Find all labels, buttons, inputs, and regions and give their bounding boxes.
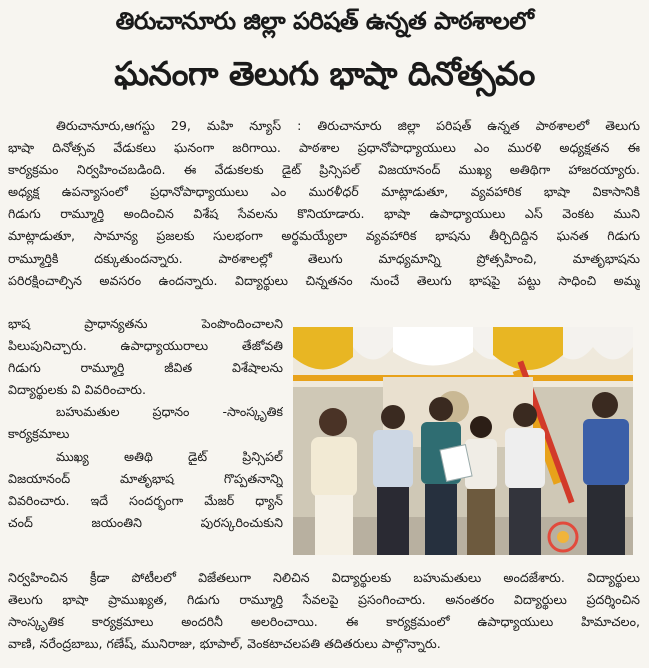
article-line: పరిరక్షించాల్సిన అవసరం ఉందన్నారు. విద్యార్థులు చిన్నతనం నుంచే తెలుగు భాషపై పట్టు సాధించి అమ్మ bbox=[8, 272, 640, 288]
headline-line-1: తిరుచానూరు జిల్లా పరిషత్ ఉన్నత పాఠశాలలో bbox=[115, 7, 534, 35]
subheading-prizes: బహుమతుల ప్రధానం -సాంస్కృతిక bbox=[56, 404, 283, 420]
article-line: భాషా దినోత్సవ వేడుకలు ఘనంగా జరిగాయి. పాఠశాల ప్రధానోపాధ్యాయులు ఎం మురళి అధ్యక్షతన ఈ bbox=[8, 140, 640, 156]
article-line: అధ్యక్ష ఉపన్యాసంలో ప్రధానోపాధ్యాయులు ఎం మురళీధర్ మాట్లాడుతూ, వ్యవహారిక భాషా వికాసానికి bbox=[8, 184, 640, 200]
article-bottom-block bbox=[8, 567, 640, 655]
article-line: తిరుచానూరు,ఆగస్టు 29, మహి న్యూస్ : తిరుచానూరు జిల్లా పరిషత్ ఉన్నత పాఠశాలలో తెలుగు bbox=[56, 118, 640, 133]
article-line: వాణి, నరేంద్రబాబు, గణేష్, మునిరాజు, భూపాల్, వెంకటాచలపతి తదితరులు పాల్గొన్నారు. bbox=[8, 636, 441, 652]
article-top-block bbox=[8, 115, 640, 292]
article-line: తెలుగు భాషా ప్రాముఖ్యత, గిడుగు రామ్మూర్తి సేవలపై ప్రసంగించారు. అనంతరం విద్యార్థులు ప్రదర్శించిన bbox=[8, 592, 640, 608]
event-photo bbox=[293, 327, 633, 555]
article-line: గిడుగు రామ్మూర్తి జీవిత విశేషాలను bbox=[8, 360, 283, 376]
article-line: భాష ప్రాధాన్యతను పెంపొందించాలని bbox=[8, 316, 283, 331]
article-line: రామ్మూర్తికి దక్కుతుందన్నారు. పాఠశాలల్లో తెలుగు మాధ్యమాన్ని ప్రోత్సహించి, మాతృభాషను bbox=[8, 250, 640, 266]
article-line: మాట్లాడుతూ, సామాన్య ప్రజలకు సులభంగా అర్థమయ్యేలా వ్యవహారిక భాషను తీర్చిదిద్దిన ఘనత గిడుగు bbox=[8, 228, 640, 244]
article-line: కార్యక్రమం నిర్వహించబడింది. ఈ వేడుకలకు డైట్ ప్రిన్సిపల్ విజయానంద్ ముఖ్య అతిథిగా హాజరయ్యారు. bbox=[8, 162, 640, 178]
article-line: విజయానంద్ మాతృభాష గొప్పతనాన్ని bbox=[8, 470, 283, 486]
article-line: గిడుగు రామ్మూర్తి అందించిన విశేష సేవలను కొనియాడారు. భాషా ఉపాధ్యాయులు ఎస్ వెంకట ముని bbox=[8, 206, 640, 222]
article-line: పిలుపునిచ్చారు. ఉపాధ్యాయురాలు తేజోవతి bbox=[8, 338, 283, 354]
article-line: ముఖ్య అతిథి డైట్ ప్రిన్సిపల్ bbox=[56, 448, 283, 464]
article-line: సాంస్కృతిక కార్యక్రమాలు అందరినీ అలరించాయి. ఈ కార్యక్రమంలో ఉపాధ్యాయులు హిమాచలం, bbox=[8, 614, 640, 630]
article-line: నిర్వహించిన క్రీడా పోటీలలో విజేతలుగా నిలిచిన విద్యార్థులకు బహుమతులు అందజేశారు. విద్యార్థులు bbox=[8, 570, 640, 585]
subheading-prizes-cont: కార్యక్రమాలు bbox=[8, 426, 70, 442]
headline-line-2: ఘనంగా తెలుగు భాషా దినోత్సవం bbox=[114, 54, 535, 93]
article-line: వివరించారు. ఇదే సందర్భంగా మేజర్ ధ్యాన్ bbox=[8, 492, 283, 508]
article-line: విద్యార్థులకు వి వివరించారు. bbox=[8, 382, 146, 398]
article-side-block bbox=[8, 313, 283, 534]
article-line: చంద్ జయంతిని పురస్కరించుకుని bbox=[8, 514, 283, 530]
